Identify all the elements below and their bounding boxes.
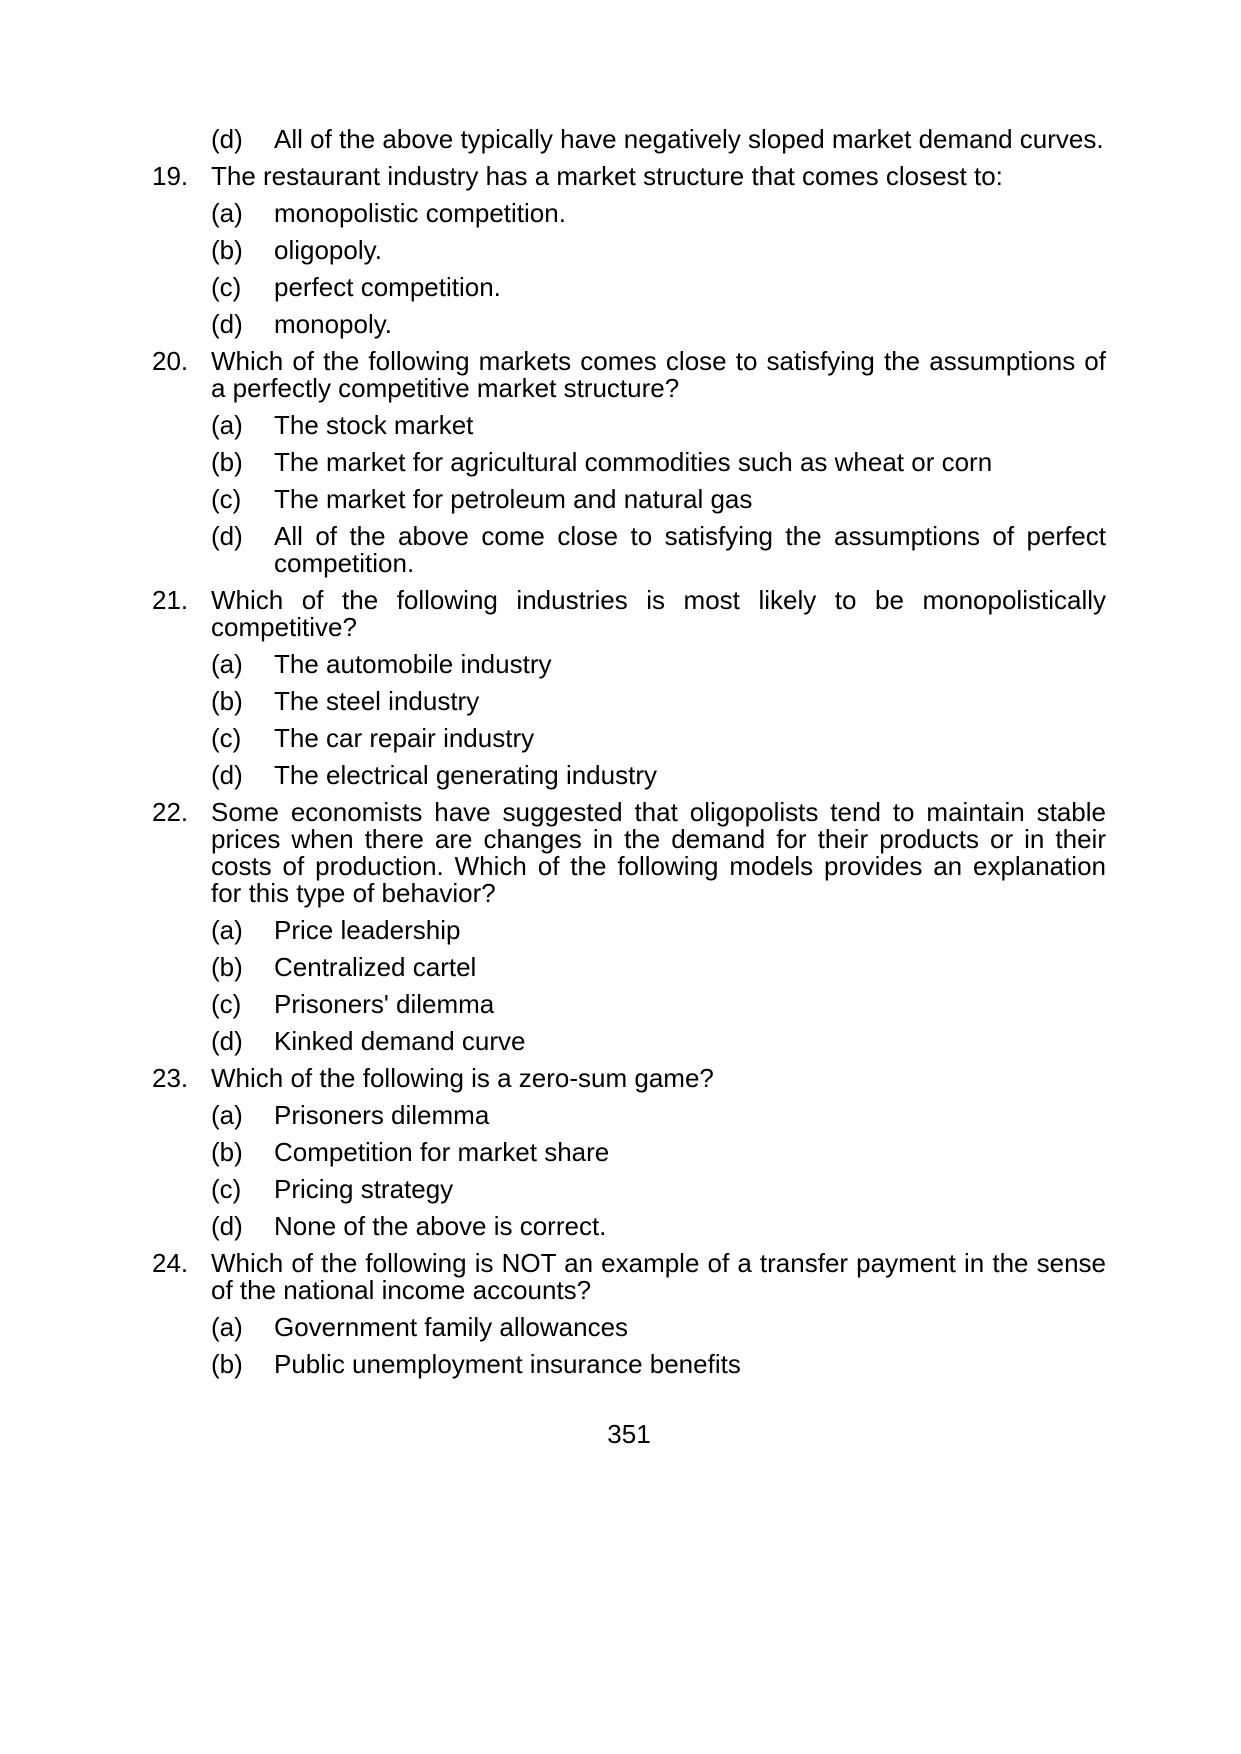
- option-text-line: Prisoners dilemma: [274, 1100, 490, 1130]
- option-text-line: All of the above come close to satisfying the assumptions of perfect: [274, 521, 1106, 551]
- question-continuation: [152, 853, 1106, 880]
- option-text-line: Prisoners' dilemma: [274, 989, 495, 1019]
- option-item: [152, 237, 1106, 264]
- indent-spacer: [152, 523, 211, 550]
- question-item: [152, 348, 1106, 375]
- option-item: [152, 1176, 1106, 1203]
- option-marker: (c): [211, 989, 242, 1019]
- option-text-line: The market for agricultural commodities such as wheat or corn: [274, 447, 993, 477]
- indent-spacer: [152, 237, 211, 264]
- option-item: [152, 651, 1106, 678]
- indent-spacer: [152, 954, 211, 981]
- question-text-line: prices when there are changes in the demand for their products or in their: [211, 824, 1106, 854]
- indent-spacer: [152, 449, 211, 476]
- option-marker: (c): [211, 723, 242, 753]
- option-text-line: The stock market: [274, 410, 474, 440]
- option-marker: (b): [211, 952, 243, 982]
- option-item: [152, 991, 1106, 1018]
- question-text-line: for this type of behavior?: [211, 878, 496, 908]
- question-number: 23.: [152, 1063, 189, 1093]
- question-text-line: Which of the following markets comes close to satisfying the assumptions of: [211, 346, 1106, 376]
- indent-spacer: [152, 486, 211, 513]
- question-text-line: of the national income accounts?: [211, 1275, 592, 1305]
- indent-spacer: [152, 1028, 211, 1055]
- question-text-line: costs of production. Which of the following models provides an explanation: [211, 851, 1106, 881]
- option-text-line: All of the above typically have negatively sloped market demand curves.: [274, 124, 1104, 154]
- indent-spacer: [152, 200, 211, 227]
- question-item: [152, 163, 1106, 190]
- indent-spacer: [152, 1102, 211, 1129]
- indent-spacer: [152, 274, 211, 301]
- question-continuation: [152, 375, 1106, 402]
- option-marker: (d): [211, 760, 243, 790]
- indent-spacer: [152, 1139, 211, 1166]
- indent-spacer: [152, 853, 211, 880]
- option-marker: (c): [211, 272, 242, 302]
- question-continuation: [152, 614, 1106, 641]
- indent-spacer: [152, 311, 211, 338]
- option-marker: (c): [211, 1174, 242, 1204]
- option-marker: (b): [211, 235, 243, 265]
- indent-spacer: [152, 762, 211, 789]
- question-item: [152, 799, 1106, 826]
- option-item: [152, 1028, 1106, 1055]
- indent-spacer: [152, 880, 211, 907]
- question-text-line: competitive?: [211, 612, 357, 642]
- option-text-line: Public unemployment insurance benefits: [274, 1349, 741, 1379]
- option-text-line: monopolistic competition.: [274, 198, 566, 228]
- option-text-line: perfect competition.: [274, 272, 501, 302]
- indent-spacer: [152, 1351, 211, 1378]
- option-text-line: None of the above is correct.: [274, 1211, 607, 1241]
- option-item: [152, 449, 1106, 476]
- option-text-line: The car repair industry: [274, 723, 535, 753]
- option-text-line: oligopoly.: [274, 235, 382, 265]
- option-item: [152, 762, 1106, 789]
- option-text-line: The steel industry: [274, 686, 480, 716]
- question-number: 19.: [152, 161, 189, 191]
- option-item: [152, 688, 1106, 715]
- question-text-line: The restaurant industry has a market structure that comes closest to:: [211, 161, 1003, 191]
- option-continuation: [152, 550, 1106, 577]
- question-text-line: Which of the following industries is most likely to be monopolistically: [211, 585, 1106, 615]
- option-marker: (a): [211, 410, 243, 440]
- option-item: [152, 954, 1106, 981]
- option-marker: (d): [211, 309, 243, 339]
- option-text-line: The market for petroleum and natural gas: [274, 484, 753, 514]
- option-text-line: Kinked demand curve: [274, 1026, 526, 1056]
- question-item: [152, 1250, 1106, 1277]
- indent-spacer: [152, 688, 211, 715]
- option-marker: (a): [211, 198, 243, 228]
- question-continuation: [152, 1277, 1106, 1304]
- option-item: [152, 1351, 1106, 1378]
- option-marker: (a): [211, 649, 243, 679]
- option-marker: (b): [211, 447, 243, 477]
- question-text-line: a perfectly competitive market structure?: [211, 373, 680, 403]
- indent-spacer: [152, 725, 211, 752]
- indent-spacer: [152, 550, 274, 577]
- option-item: [152, 486, 1106, 513]
- indent-spacer: [152, 1277, 211, 1304]
- indent-spacer: [152, 126, 211, 153]
- question-number: 20.: [152, 346, 189, 376]
- option-item: [152, 126, 1106, 153]
- indent-spacer: [152, 991, 211, 1018]
- option-item: [152, 311, 1106, 338]
- option-marker: (b): [211, 1349, 243, 1379]
- option-marker: (a): [211, 915, 243, 945]
- question-item: [152, 1065, 1106, 1092]
- option-marker: (d): [211, 1026, 243, 1056]
- question-continuation: [152, 880, 1106, 907]
- option-text-line: Pricing strategy: [274, 1174, 454, 1204]
- option-marker: (d): [211, 521, 243, 551]
- indent-spacer: [152, 614, 211, 641]
- question-number: 21.: [152, 585, 189, 615]
- question-text-line: Some economists have suggested that oligopolists tend to maintain stable: [211, 797, 1106, 827]
- question-item: [152, 587, 1106, 614]
- question-number: 24.: [152, 1248, 189, 1278]
- option-item: [152, 1213, 1106, 1240]
- question-number: 22.: [152, 797, 189, 827]
- option-text-line: monopoly.: [274, 309, 393, 339]
- option-item: [152, 412, 1106, 439]
- indent-spacer: [152, 375, 211, 402]
- option-text-line: The electrical generating industry: [274, 760, 657, 790]
- question-text-line: Which of the following is a zero-sum game?: [211, 1063, 714, 1093]
- option-text-line: Competition for market share: [274, 1137, 610, 1167]
- question-text-line: Which of the following is NOT an example of a transfer payment in the sense: [211, 1248, 1106, 1278]
- indent-spacer: [152, 1176, 211, 1203]
- option-text-line: competition.: [274, 548, 415, 578]
- option-marker: (b): [211, 1137, 243, 1167]
- option-marker: (d): [211, 124, 243, 154]
- option-marker: (c): [211, 484, 242, 514]
- indent-spacer: [152, 412, 211, 439]
- indent-spacer: [152, 917, 211, 944]
- page-number: 351: [607, 1419, 651, 1449]
- option-marker: (d): [211, 1211, 243, 1241]
- option-marker: (a): [211, 1100, 243, 1130]
- indent-spacer: [152, 826, 211, 853]
- option-text-line: The automobile industry: [274, 649, 552, 679]
- option-item: [152, 1102, 1106, 1129]
- option-text-line: Price leadership: [274, 915, 461, 945]
- option-item: [152, 1139, 1106, 1166]
- indent-spacer: [152, 1213, 211, 1240]
- option-item: [152, 917, 1106, 944]
- option-item: [152, 274, 1106, 301]
- option-text-line: Centralized cartel: [274, 952, 477, 982]
- option-marker: (a): [211, 1312, 243, 1342]
- indent-spacer: [152, 1314, 211, 1341]
- option-text-line: Government family allowances: [274, 1312, 629, 1342]
- option-item: [152, 523, 1106, 550]
- question-continuation: [152, 826, 1106, 853]
- indent-spacer: [152, 651, 211, 678]
- option-item: [152, 725, 1106, 752]
- option-item: [152, 1314, 1106, 1341]
- option-item: [152, 200, 1106, 227]
- option-marker: (b): [211, 686, 243, 716]
